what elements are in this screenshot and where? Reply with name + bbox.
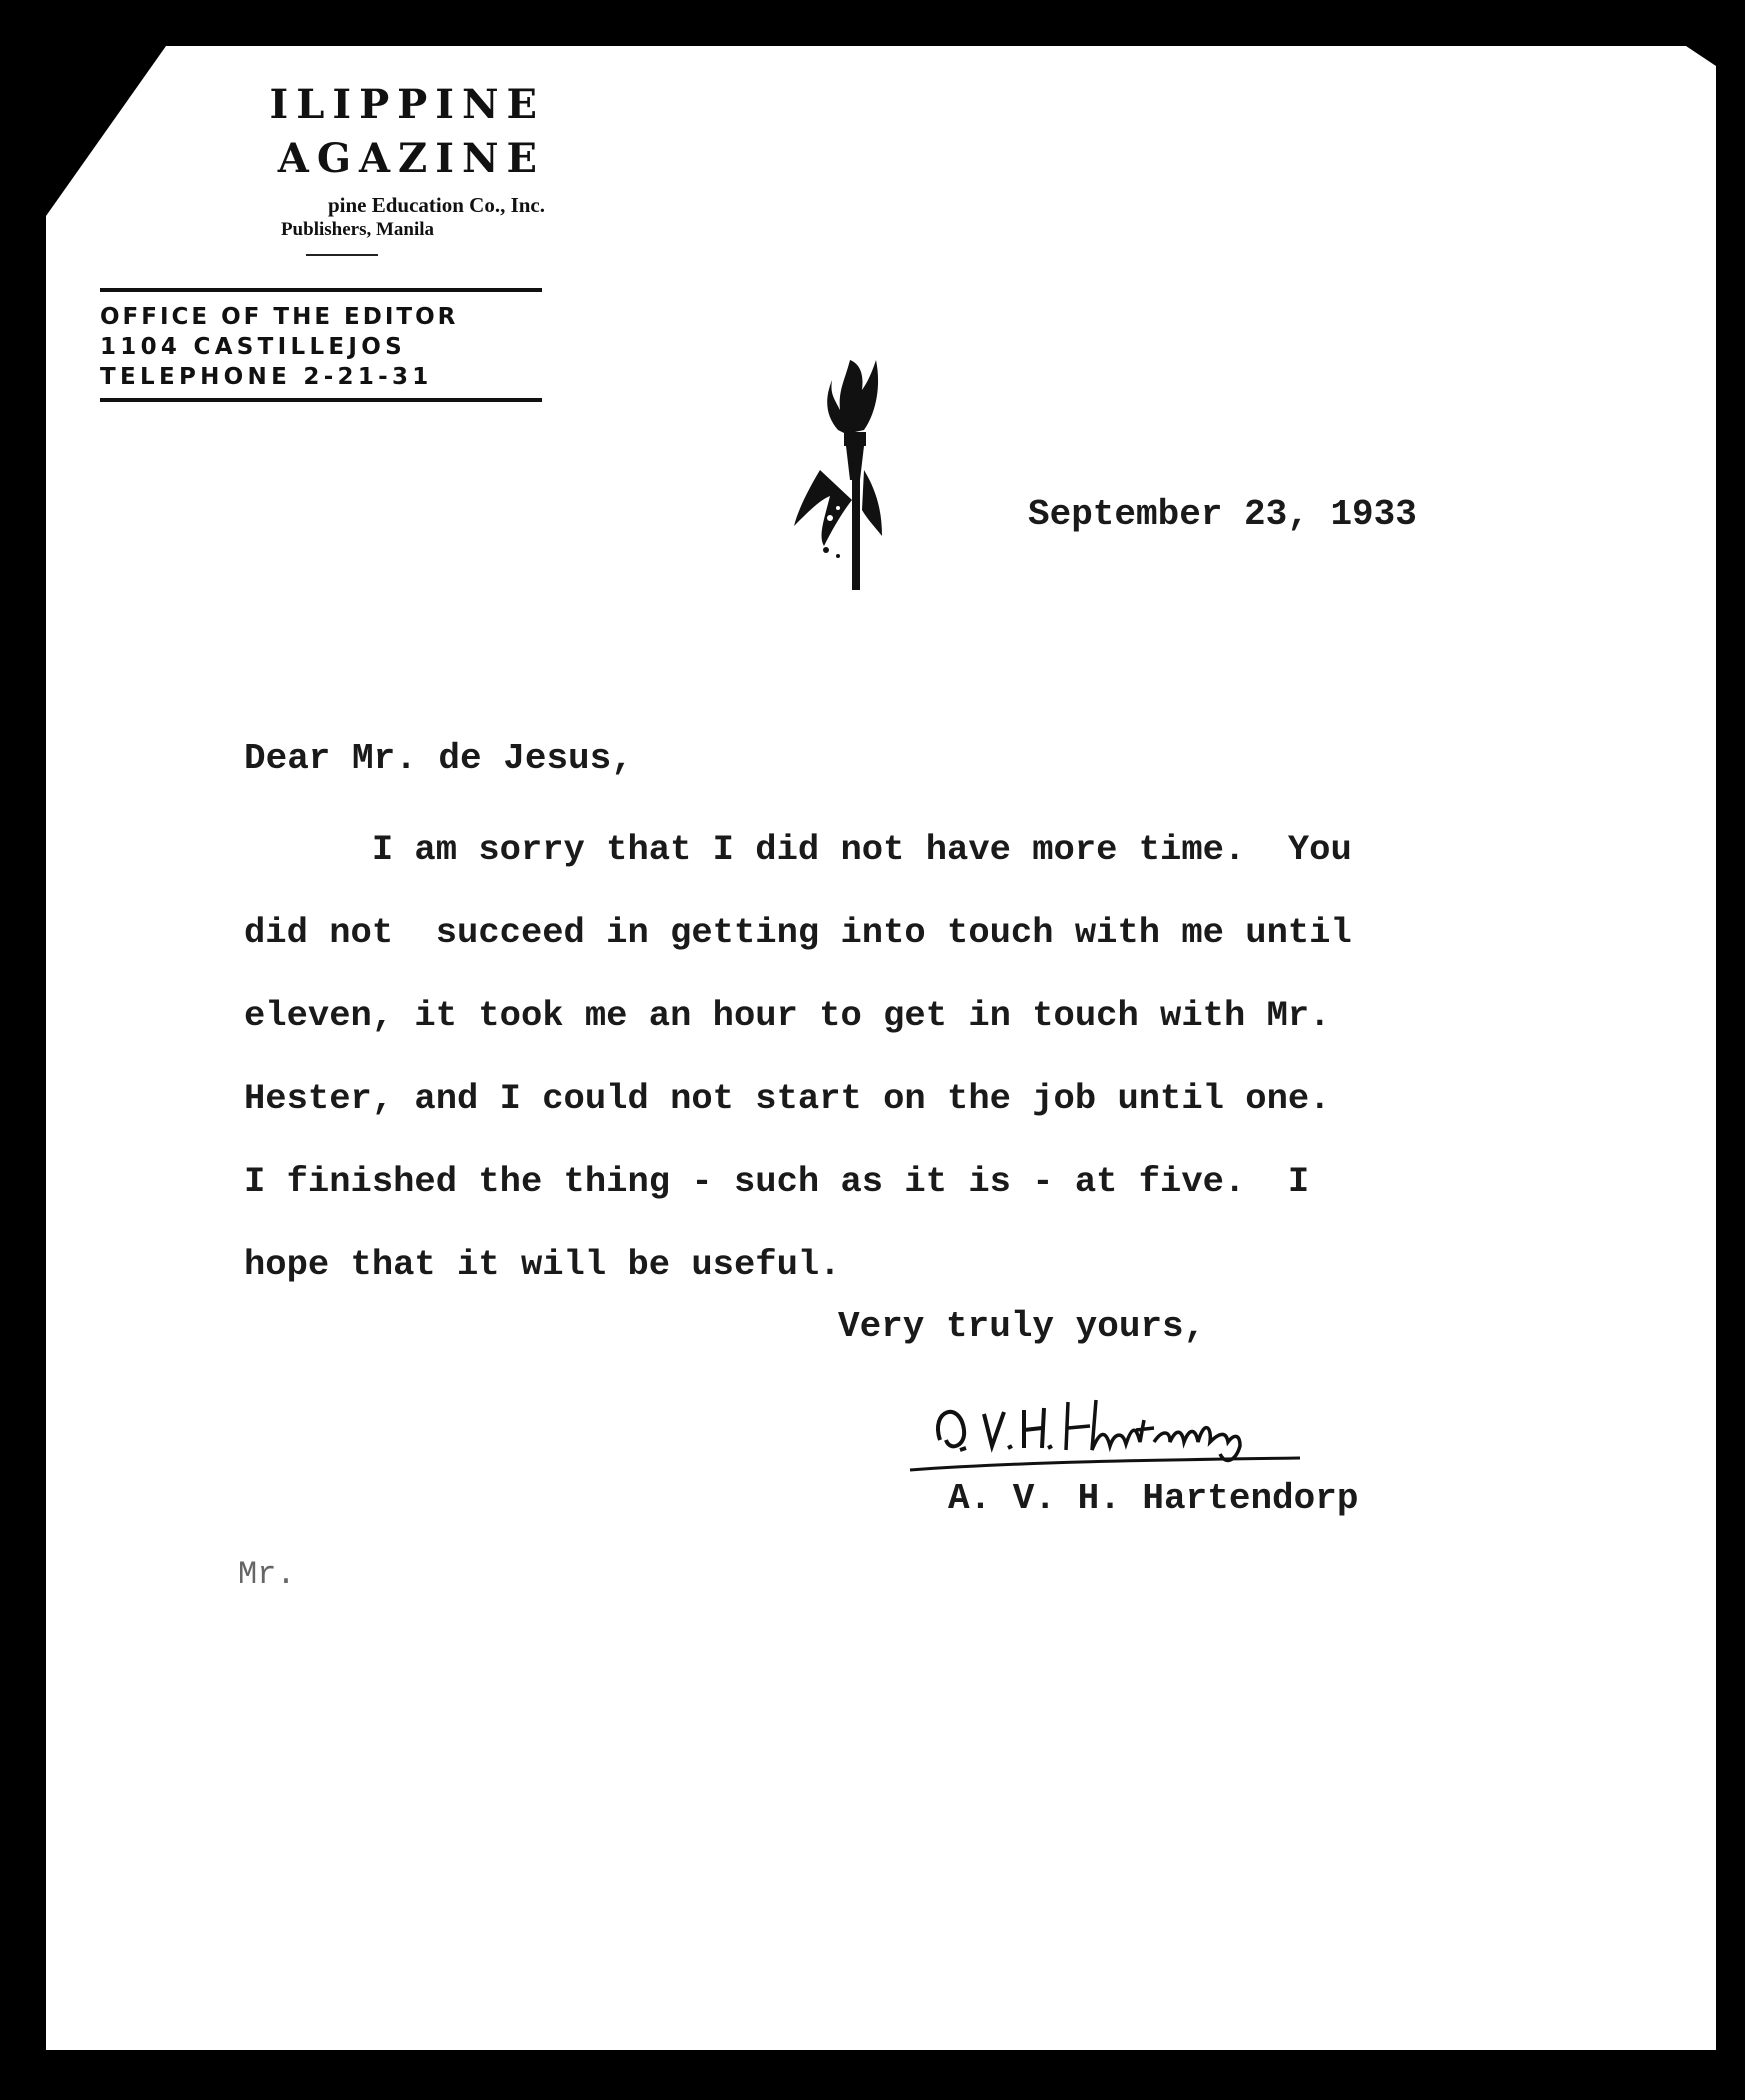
handwritten-signature-icon: [900, 1390, 1320, 1480]
letterhead-divider: [306, 254, 378, 256]
body-line: hope that it will be useful.: [244, 1244, 841, 1285]
office-title: OFFICE OF THE EDITOR: [100, 304, 459, 330]
publisher-location: Publishers, Manila: [280, 219, 435, 240]
signer-name: A. V. H. Hartendorp: [948, 1478, 1359, 1519]
letter-body: [244, 808, 1352, 1306]
office-telephone: TELEPHONE 2-21-31: [100, 364, 433, 390]
body-line: Hester, and I could not start on the job until one.: [244, 1078, 1331, 1119]
magazine-title-line1: ILIPPINE: [269, 81, 545, 128]
letter-date: September 23, 1933: [1028, 494, 1417, 535]
body-line: did not succeed in getting into touch with me until: [244, 912, 1352, 953]
publisher-name: pine Education Co., Inc.: [327, 193, 545, 217]
closing: Very truly yours,: [838, 1306, 1206, 1347]
salutation: Dear Mr. de Jesus,: [244, 738, 633, 779]
enclosure-note: Mr.: [238, 1556, 296, 1593]
magazine-title-line2: AGAZINE: [277, 135, 545, 182]
letterhead-masthead: [120, 78, 545, 256]
torch-emblem-icon: [790, 350, 930, 590]
office-address: 1104 CASTILLEJOS: [100, 334, 407, 360]
body-line: I am sorry that I did not have more time. You: [244, 829, 1352, 870]
body-line: I finished the thing - such as it is - at five. I: [244, 1161, 1310, 1202]
editor-office-block: [100, 288, 542, 402]
body-line: eleven, it took me an hour to get in touch with Mr.: [244, 995, 1331, 1036]
